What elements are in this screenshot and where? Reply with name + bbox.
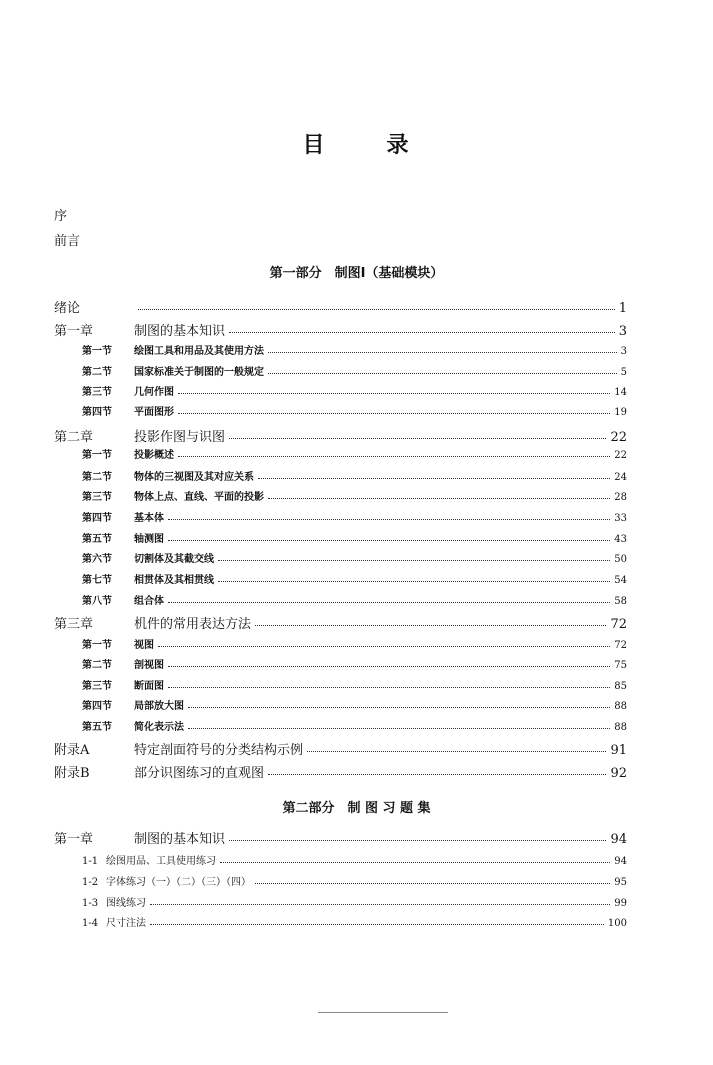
toc-entry-page: 91: [610, 743, 627, 758]
toc-entry[interactable]: [54, 426, 627, 445]
toc-entry[interactable]: [82, 592, 627, 607]
toc-entry-page: 95: [614, 877, 627, 888]
toc-entry-page: 22: [614, 450, 627, 461]
toc-entry-page: 50: [614, 554, 627, 565]
toc-leader-dots: [168, 518, 610, 520]
toc-entry-title: 部分识图练习的直观图: [134, 766, 265, 781]
toc-leader-dots: [220, 861, 610, 863]
toc-entry-page: 22: [610, 430, 627, 445]
toc-entry-page: 28: [614, 492, 627, 503]
toc-entry-number: 第一节: [82, 450, 112, 461]
toc-entry[interactable]: [54, 297, 627, 316]
toc-entry-page: 94: [614, 856, 627, 867]
toc-entry[interactable]: [82, 446, 627, 461]
toc-entry-title: 简化表示法: [134, 722, 184, 733]
toc-entry-title: 组合体: [134, 596, 164, 607]
toc-entry[interactable]: [82, 550, 627, 565]
toc-entry[interactable]: [82, 488, 627, 503]
toc-entry-title: 平面图形: [134, 407, 174, 418]
toc-entry-page: 5: [620, 367, 627, 378]
toc-leader-dots: [268, 372, 617, 374]
toc-entry-page: 19: [614, 407, 627, 418]
toc-entry[interactable]: [82, 468, 627, 483]
toc-entry-page: 33: [614, 513, 627, 524]
toc-entry-title: 特定剖面符号的分类结构示例: [134, 743, 304, 758]
toc-entry-title: 国家标准关于制图的一般规定: [134, 367, 264, 378]
toc-leader-dots: [268, 351, 617, 353]
toc-entry-title: 轴测图: [134, 534, 164, 545]
toc-leader-dots: [229, 331, 615, 333]
toc-entry[interactable]: [82, 403, 627, 418]
toc-entry[interactable]: [82, 656, 627, 671]
footer-divider: [318, 1012, 448, 1013]
part2-heading: 第二部分 制 图 习 题 集: [282, 801, 431, 816]
toc-entry[interactable]: [54, 739, 627, 758]
toc-entry-number: 第五节: [82, 722, 112, 733]
toc-entry-number: 绪论: [54, 301, 81, 316]
toc-leader-dots: [178, 455, 610, 457]
toc-entry-number: 第三节: [82, 387, 112, 398]
toc-entry-number: 第七节: [82, 575, 112, 586]
toc-entry[interactable]: [54, 762, 627, 781]
toc-entry-number: 1-2: [82, 877, 99, 888]
toc-entry-title: 断面图: [134, 681, 164, 692]
toc-entry-title: 投影作图与识图: [134, 430, 226, 445]
toc-entry-title: 机件的常用表达方法: [134, 617, 252, 632]
toc-entry-number: 第一节: [82, 640, 112, 651]
toc-entry-title: 几何作图: [134, 387, 174, 398]
toc-entry-page: 1: [618, 301, 627, 316]
toc-entry-title: 制图的基本知识: [134, 832, 226, 847]
toc-entry-title: 物体的三视图及其对应关系: [134, 472, 254, 483]
toc-entry-page: 72: [614, 640, 627, 651]
toc-entry-title: 剖视图: [134, 660, 164, 671]
toc-entry[interactable]: [82, 677, 627, 692]
toc-entry-title: 尺寸注法: [106, 918, 146, 929]
toc-entry-number: 第二节: [82, 472, 112, 483]
toc-leader-dots: [268, 773, 606, 775]
toc-entry-number: 第二节: [82, 367, 112, 378]
toc-leader-dots: [168, 686, 610, 688]
toc-entry-page: 88: [614, 701, 627, 712]
toc-entry-title: 切割体及其截交线: [134, 554, 214, 565]
toc-entry-number: 第三章: [54, 617, 94, 632]
toc-entry[interactable]: [82, 509, 627, 524]
part1-heading: 第一部分 制图Ⅰ（基础模块）: [269, 266, 444, 281]
page-title: [0, 128, 713, 159]
toc-entry[interactable]: [82, 718, 627, 733]
toc-entry-number: 附录B: [54, 766, 90, 781]
toc-leader-dots: [168, 539, 610, 541]
toc-entry-title: 相贯体及其相贯线: [134, 575, 214, 586]
toc-entry-page: 94: [610, 832, 627, 847]
toc-entry-page: 72: [610, 617, 627, 632]
toc-entry[interactable]: [82, 914, 627, 929]
foreword-entry[interactable]: 前言: [54, 234, 81, 249]
toc-entry-title: 绘图用品、工具使用练习: [106, 856, 216, 867]
toc-leader-dots: [307, 750, 606, 752]
toc-entry-number: 1-3: [82, 898, 99, 909]
toc-entry[interactable]: [54, 828, 627, 847]
toc-entry[interactable]: [82, 342, 627, 357]
toc-entry-title: 制图的基本知识: [134, 324, 226, 339]
toc-leader-dots: [188, 727, 610, 729]
toc-entry[interactable]: [82, 873, 627, 888]
title-char-1: 目: [302, 133, 327, 158]
toc-entry-number: 第一章: [54, 324, 94, 339]
toc-entry-title: 基本体: [134, 513, 164, 524]
toc-entry[interactable]: [82, 852, 627, 867]
toc-entry-number: 第五节: [82, 534, 112, 545]
toc-entry-number: 第四节: [82, 513, 112, 524]
toc-entry[interactable]: [82, 530, 627, 545]
toc-entry-page: 14: [614, 387, 627, 398]
toc-leader-dots: [168, 601, 610, 603]
toc-leader-dots: [258, 477, 610, 479]
toc-entry-page: 58: [614, 596, 627, 607]
toc-entry-page: 24: [614, 472, 627, 483]
toc-entry-page: 99: [614, 898, 627, 909]
toc-entry[interactable]: [82, 363, 627, 378]
toc-entry[interactable]: [54, 320, 627, 339]
toc-entry-number: 第三节: [82, 492, 112, 503]
toc-leader-dots: [255, 882, 610, 884]
toc-entry-page: 85: [614, 681, 627, 692]
toc-entry-title: 字体练习（一）（二）（三）（四）: [106, 877, 251, 888]
toc-entry-number: 第一章: [54, 832, 94, 847]
title-char-2: 录: [386, 133, 411, 158]
toc-entry-title: 局部放大图: [134, 701, 184, 712]
toc-entry-number: 第六节: [82, 554, 112, 565]
toc-entry-title: 图线练习: [106, 898, 146, 909]
toc-entry[interactable]: [82, 697, 627, 712]
toc-leader-dots: [218, 559, 610, 561]
toc-leader-dots: [150, 923, 604, 925]
toc-entry-number: 附录A: [54, 743, 90, 758]
toc-entry[interactable]: [82, 636, 627, 651]
toc-entry-number: 第四节: [82, 701, 112, 712]
toc-entry-title: 投影概述: [134, 450, 174, 461]
toc-entry-number: 第二章: [54, 430, 94, 445]
toc-entry-title: 物体上点、直线、平面的投影: [134, 492, 264, 503]
toc-leader-dots: [150, 903, 610, 905]
toc-entry[interactable]: [82, 383, 627, 398]
toc-entry[interactable]: [82, 894, 627, 909]
toc-leader-dots: [268, 497, 610, 499]
toc-leader-dots: [229, 839, 606, 841]
toc-entry-number: 第四节: [82, 407, 112, 418]
toc-entry-page: 92: [610, 766, 627, 781]
toc-entry-number: 1-4: [82, 918, 99, 929]
toc-entry-number: 第八节: [82, 596, 112, 607]
toc-entry-title: 视图: [134, 640, 154, 651]
toc-leader-dots: [255, 624, 606, 626]
toc-entry-page: 88: [614, 722, 627, 733]
toc-entry[interactable]: [54, 613, 627, 632]
toc-leader-dots: [168, 665, 610, 667]
toc-entry-page: 54: [614, 575, 627, 586]
toc-entry-page: 100: [607, 918, 627, 929]
toc-leader-dots: [188, 706, 610, 708]
toc-leader-dots: [138, 308, 615, 310]
toc-leader-dots: [178, 412, 610, 414]
toc-entry-page: 3: [620, 346, 627, 357]
toc-entry-number: 第二节: [82, 660, 112, 671]
toc-leader-dots: [178, 392, 610, 394]
toc-entry-page: 75: [614, 660, 627, 671]
toc-entry-page: 43: [614, 534, 627, 545]
toc-leader-dots: [229, 437, 606, 439]
toc-entry[interactable]: [82, 571, 627, 586]
toc-entry-number: 第一节: [82, 346, 112, 357]
toc-leader-dots: [218, 580, 610, 582]
toc-entry-page: 3: [618, 324, 627, 339]
toc-entry-number: 1-1: [82, 856, 99, 867]
toc-entry-title: 绘图工具和用品及其使用方法: [134, 346, 264, 357]
preface-entry[interactable]: 序: [54, 209, 68, 224]
toc-leader-dots: [158, 645, 610, 647]
toc-entry-number: 第三节: [82, 681, 112, 692]
